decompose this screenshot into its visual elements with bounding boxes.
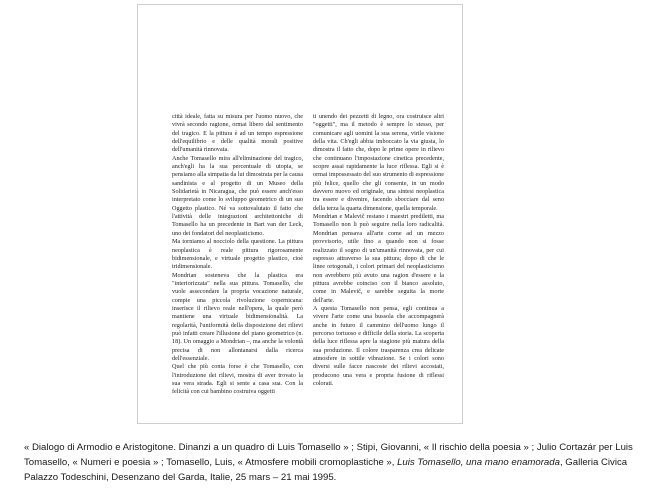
paragraph: Ma torniamo al nocciolo della questione. La pittura neoplastica è reale pittura rigorosamente bidimensionale, e virtuale progetto plastico, cioè tridimensionale. bbox=[172, 238, 303, 271]
caption-text: « Dialogo di Armodio e Aristogitone. Dinanzi a un quadro di Luis Tomasello » ; Stipi, Giovanni, « Il rischio della poesia » ; Julio Cortazár per Luis Tomasello, « Numeri e poesia » ; Tomasello, Luis, « Atmosfere mobili cromoplastiche », bbox=[24, 442, 633, 468]
caption-text-end: , Galleria Civica Palazzo Todeschini, Desenzano del Garda, Italie, 25 mars – 21 mai 1995. bbox=[24, 457, 628, 483]
left-column bbox=[172, 113, 303, 418]
paragraph: Mondrian e Malevič restano i maestri prediletti, ma Tomasello non li può seguire nella loro radicalità. Mondrian pensava all'arte come ad un mezzo provvisorio, utile fino a quando non si fosse realizzato il sogno di un'umanità rinnovata, per cui espresso attraverso la sua pittura; dopo di che le linee ortogonali, i colori primari del neoplasticismo non avrebbero più avuto una ragion d'essere e la pittura avrebbe coinciso con il bianco assoluto, come in Malevič, e sarebbe seguita la morte dell'arte. bbox=[313, 213, 444, 304]
paragraph: Mondrian sosteneva che la plastica era "interiorizzata" nella sua pittura. Tomasello, che vuole assecondare la propria vocazione naturale, compie una piccola rivoluzione copernicana: inserisce il rilievo reale nell'opera, la quale però mantiene una virtuale bidimensionalità. La regolarità, l'uniformità della disposizione dei rilievi può infatti creare l'illusione del piano geometrico (n. 18). Un omaggio a Mondrian –, ma anche la volontà precisa di non allontanarsi dalla ricerca dell'essenziale. bbox=[172, 271, 303, 362]
paragraph: Quel che più conta forse è che Tomasello, con l'introduzione dei rilievi, mostra di aver trovato la sua vera strada. Egli si sente a casa sua. Con la felicità con cui bambino costruiva oggetti bbox=[172, 363, 303, 396]
document-page bbox=[137, 4, 463, 424]
image-caption bbox=[24, 440, 636, 485]
caption-book-title: Luis Tomasello, una mano enamorada bbox=[397, 457, 560, 468]
paragraph: A questa Tomasello non pensa, egli continua a vivere l'arte come una bussola che accompagnerà anche in futuro il cammino dell'uomo lungo il percorso tortuoso e difficile della storia. La scoperta della luce riflessa apre la stagione più matura della sua produzione. Il colore trasparenza crea delicate atmosfere in sottile vibrazione. Se i colori sono diversi sulle facce nascoste dei rilievi accostati, producono una vera e propria fusione di riflessi colorati. bbox=[313, 304, 444, 387]
paragraph: Anche Tomasello mira all'eliminazione del tragico, anch'egli ha la sua percentuale di utopia, se pensiamo alla simpatia da lui dimostrata per la causa sandinista e al progetto di un Museo della Solidarietà in Nicaragua, che può essere anch'esso interpretato come lo sviluppo geometrico di un suo Oggetto plastico. Né va sottovalutato il fatto che l'attività delle integrazioni architettoniche di Tomasello ha un precedente in Bart van der Leck, uno dei fondatori del neoplasticismo. bbox=[172, 154, 303, 237]
paragraph: città ideale, fatta su misura per l'uomo nuovo, che vivrà secondo ragione, ormai libero dal sentimento del tragico. E la pittura è ad un tempo espressione dell'equilibrio e delle qualità morali positive dell'umanità rinnovata. bbox=[172, 113, 303, 154]
text-columns bbox=[172, 113, 444, 418]
right-column bbox=[313, 113, 444, 418]
paragraph: ti unendo dei pezzetti di legno, ora costruisce altri "oggetti", ma il metodo è sempre lo stesso, per comunicare agli uomini la sua serena, virile visione della vita. Ch'egli abbia imboccato la via giusta, lo dimostra il fatto che, dopo le prime opere in rilievo che continuano l'impostazione cinetica precedente, scopre assai rapidamente la luce riflessa. Egli si è ormai impossessato del suo strumento di espressione più felice, quello che gli consente, in un modo davvero nuovo ed originale, una sintesi neoplastica tra essere e divenire, facendo sbocciare dal seno della terza la quarta dimensione, quella temporale. bbox=[313, 113, 444, 212]
